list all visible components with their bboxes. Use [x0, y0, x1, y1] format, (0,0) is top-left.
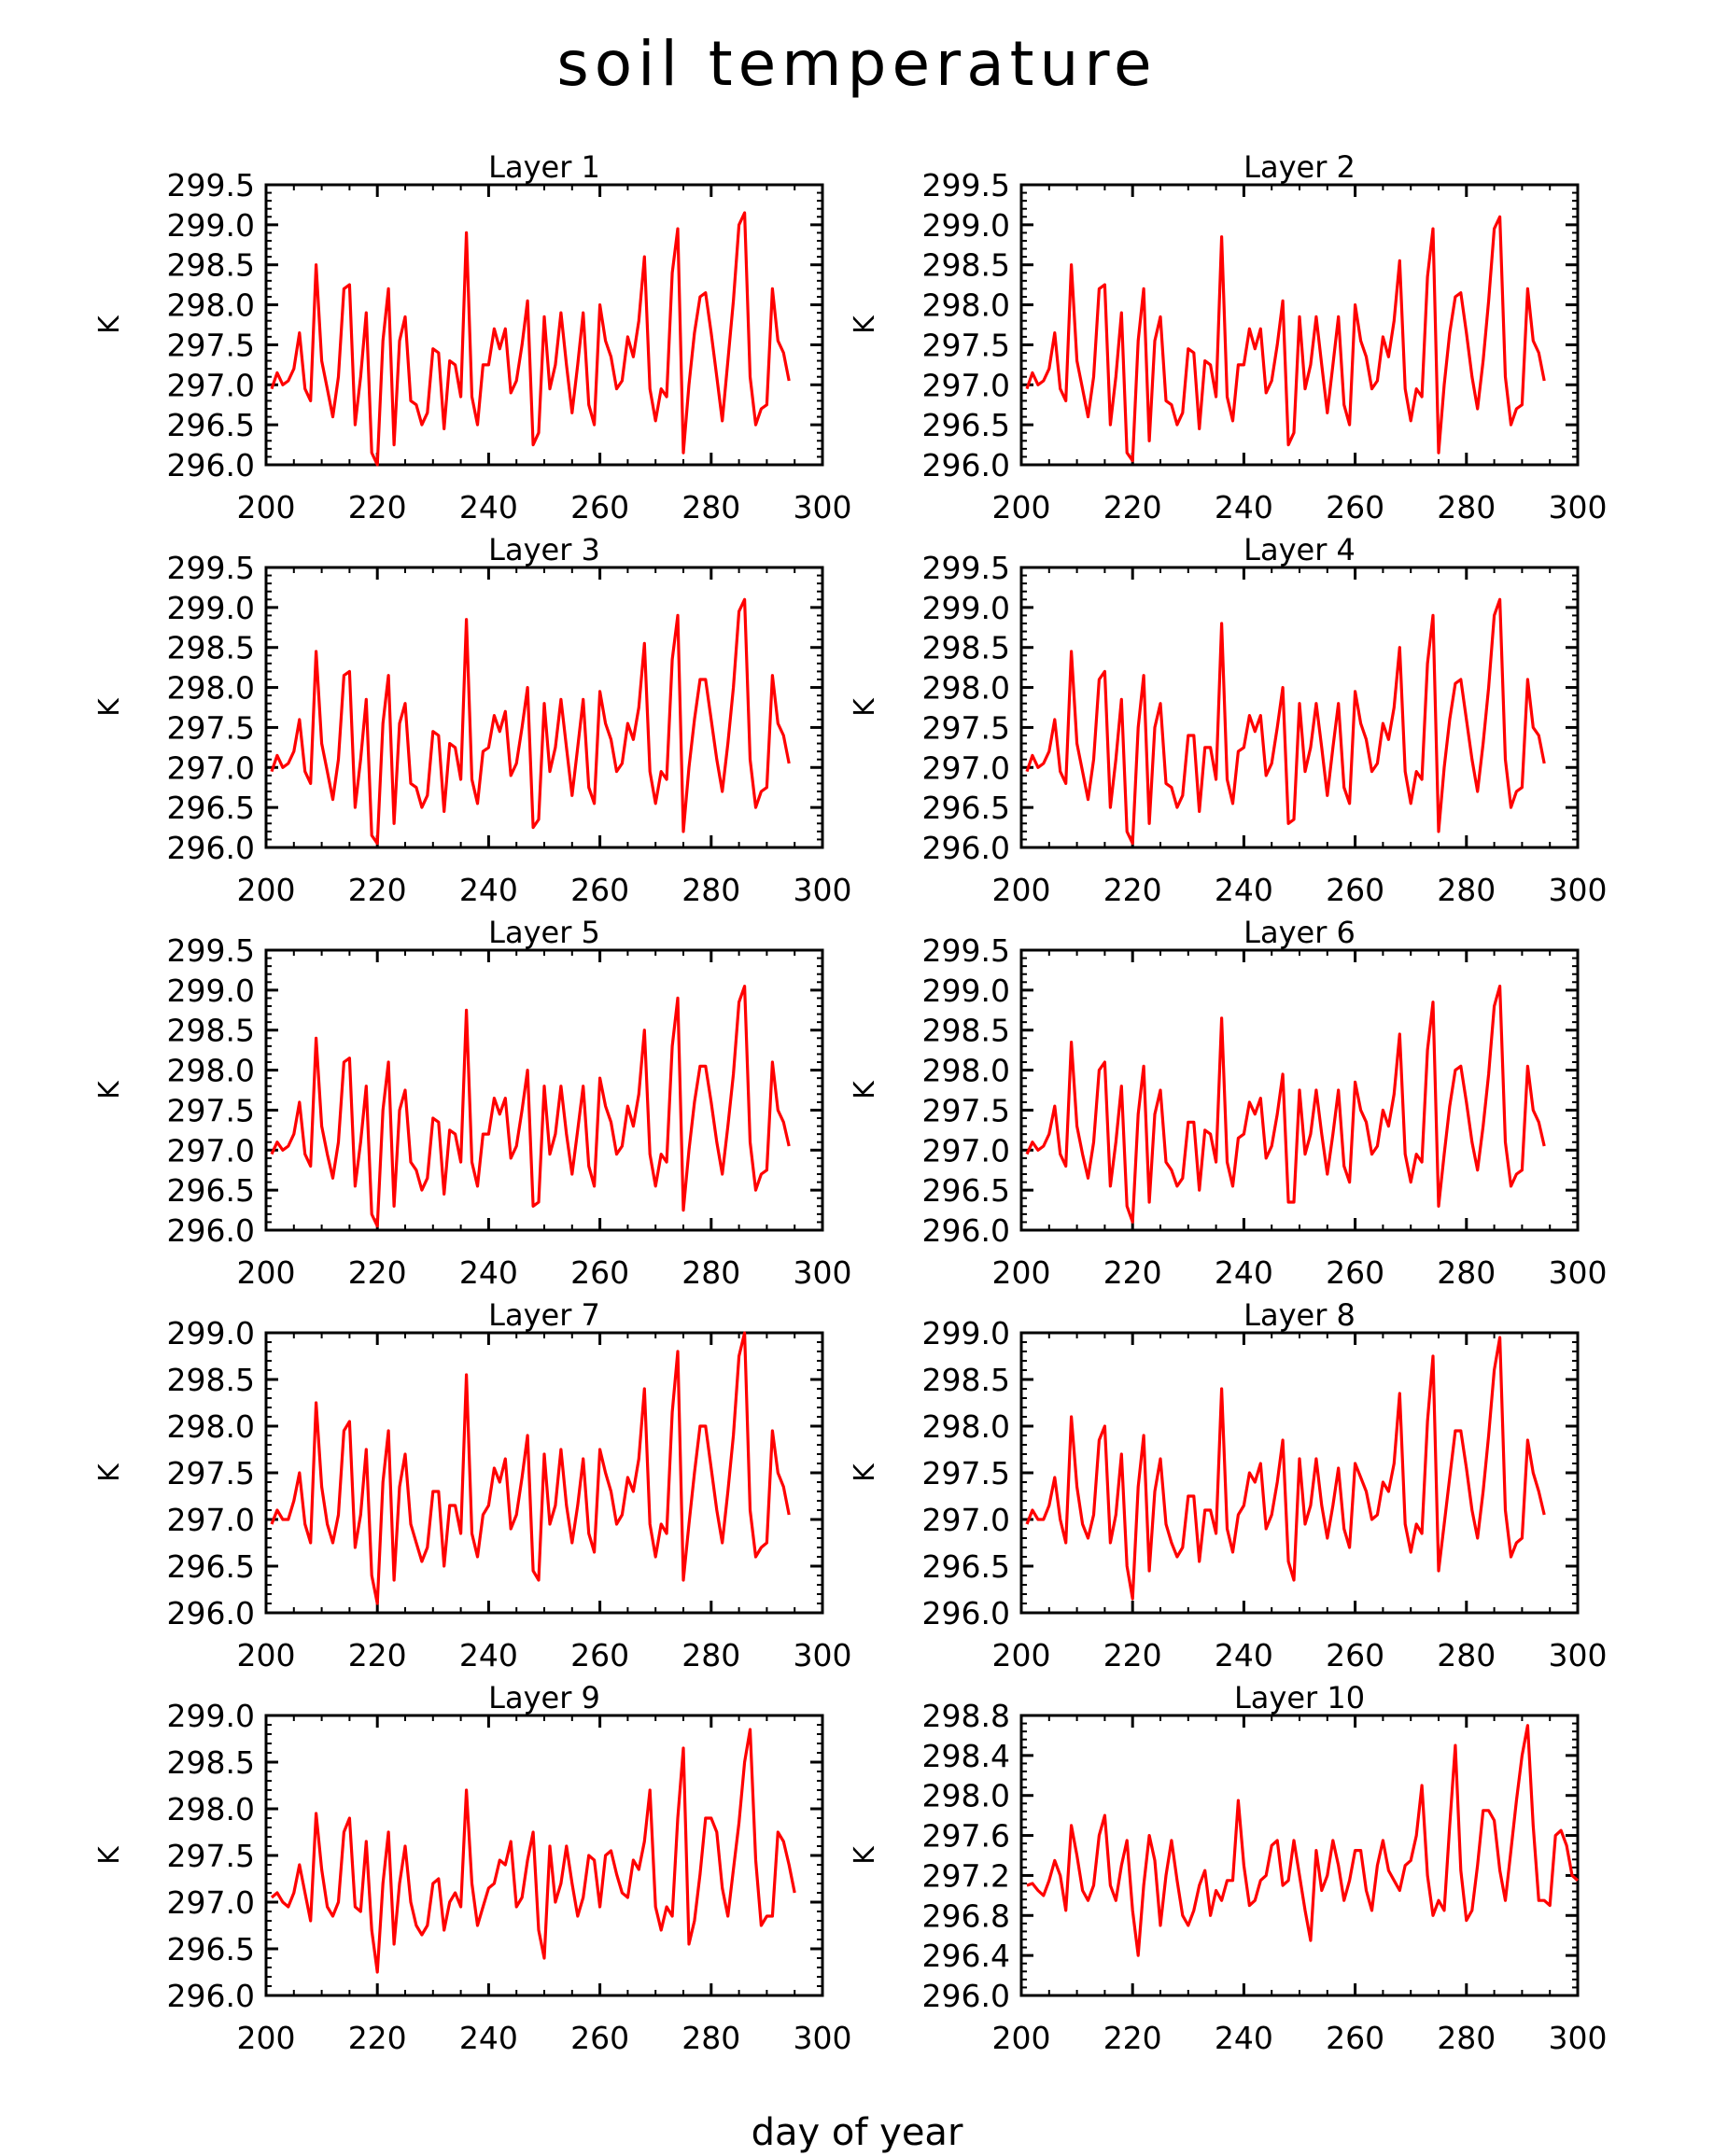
y-tick-label: 296.0: [166, 830, 255, 866]
x-tick-label: 260: [1326, 489, 1385, 525]
subplot-7: [93, 1297, 852, 1673]
x-tick-label: 240: [458, 1637, 518, 1673]
y-tick-label: 297.2: [921, 1857, 1010, 1895]
y-tick-label: 297.0: [166, 1132, 255, 1169]
x-tick-label: 240: [1214, 872, 1273, 908]
x-tick-label: 200: [991, 2020, 1051, 2056]
plot-frame: [1021, 1715, 1578, 1995]
y-tick-label: 298.0: [166, 669, 255, 707]
y-axis-label: K: [849, 1081, 881, 1099]
subplot-9: [93, 1680, 852, 2056]
y-tick-label: 296.5: [921, 407, 1010, 444]
y-tick-label: 297.5: [166, 327, 255, 364]
x-tick-label: 220: [347, 872, 407, 908]
y-tick-label: 299.5: [166, 550, 255, 586]
y-tick-label: 298.0: [921, 1408, 1010, 1445]
subplot-3: [93, 532, 852, 908]
subplot-title: Layer 8: [1243, 1297, 1356, 1333]
x-tick-label: 220: [1103, 1254, 1162, 1291]
series-line: [272, 213, 789, 465]
y-tick-label: 299.0: [166, 972, 255, 1009]
x-tick-label: 240: [458, 489, 518, 525]
y-tick-label: 299.5: [921, 167, 1010, 203]
y-axis-label: K: [93, 315, 126, 334]
y-tick-label: 298.0: [921, 287, 1010, 324]
y-axis-label: K: [93, 1081, 126, 1099]
x-tick-label: 200: [236, 2020, 296, 2056]
y-tick-label: 299.0: [166, 1315, 255, 1351]
x-tick-label: 280: [681, 489, 741, 525]
y-tick-label: 296.5: [166, 1931, 255, 1967]
y-tick-label: 296.0: [921, 1212, 1010, 1249]
x-tick-label: 300: [793, 872, 852, 908]
y-axis-label: K: [93, 1463, 126, 1482]
y-tick-label: 299.0: [921, 1315, 1010, 1351]
y-tick-label: 297.0: [921, 1132, 1010, 1169]
x-tick-label: 280: [1437, 2020, 1496, 2056]
x-tick-label: 280: [681, 1637, 741, 1673]
y-tick-label: 296.0: [166, 1978, 255, 2014]
subplot-4: [849, 532, 1608, 908]
y-tick-label: 298.0: [921, 1777, 1010, 1814]
x-tick-label: 280: [1437, 872, 1496, 908]
series-line: [1027, 1337, 1544, 1599]
y-tick-label: 298.5: [166, 1744, 255, 1781]
y-tick-label: 297.0: [166, 1502, 255, 1538]
x-tick-label: 280: [1437, 1637, 1496, 1673]
y-tick-label: 298.4: [921, 1737, 1010, 1774]
subplot-title: Layer 6: [1243, 915, 1356, 950]
subplot-title: Layer 10: [1233, 1680, 1366, 1715]
y-tick-label: 299.0: [921, 589, 1010, 626]
x-tick-label: 260: [1326, 1637, 1385, 1673]
y-tick-label: 296.5: [166, 1548, 255, 1585]
series-line: [1027, 1726, 1578, 1955]
y-tick-label: 297.0: [166, 1884, 255, 1921]
x-tick-label: 240: [1214, 1254, 1273, 1291]
x-tick-label: 200: [236, 1637, 296, 1673]
x-tick-label: 280: [681, 872, 741, 908]
x-tick-label: 200: [236, 1254, 296, 1291]
y-tick-label: 297.5: [921, 1092, 1010, 1129]
x-tick-label: 260: [1326, 872, 1385, 908]
y-tick-label: 297.5: [921, 709, 1010, 747]
y-tick-label: 297.5: [921, 327, 1010, 364]
x-tick-label: 300: [1548, 872, 1608, 908]
y-tick-label: 298.0: [166, 1408, 255, 1445]
x-tick-label: 220: [347, 2020, 407, 2056]
series-line: [272, 1333, 789, 1603]
x-tick-label: 260: [570, 2020, 630, 2056]
y-axis-label: K: [93, 1846, 126, 1865]
y-tick-label: 299.0: [166, 206, 255, 244]
x-tick-label: 200: [236, 489, 296, 525]
y-tick-label: 297.6: [921, 1817, 1010, 1855]
y-tick-label: 299.5: [921, 550, 1010, 586]
subplot-title: Layer 3: [488, 532, 600, 567]
y-tick-label: 296.4: [921, 1938, 1010, 1975]
y-tick-label: 298.5: [921, 629, 1010, 666]
y-tick-label: 299.0: [166, 589, 255, 626]
x-axis-footer-label: day of year: [751, 2111, 963, 2154]
subplot-title: Layer 1: [488, 149, 600, 185]
x-tick-label: 220: [347, 489, 407, 525]
y-tick-label: 299.5: [166, 167, 255, 203]
x-tick-label: 260: [570, 1254, 630, 1291]
x-tick-label: 300: [793, 489, 852, 525]
y-tick-label: 298.5: [166, 1012, 255, 1049]
y-tick-label: 297.5: [166, 1455, 255, 1491]
y-tick-label: 299.0: [166, 1698, 255, 1734]
y-tick-label: 298.5: [921, 1362, 1010, 1398]
x-tick-label: 200: [991, 1254, 1051, 1291]
y-tick-label: 298.5: [166, 629, 255, 666]
subplot-6: [849, 915, 1608, 1291]
y-tick-label: 296.0: [921, 830, 1010, 866]
subplot-title: Layer 7: [488, 1297, 600, 1333]
x-tick-label: 300: [1548, 1254, 1608, 1291]
y-axis-label: K: [849, 698, 881, 717]
x-tick-label: 300: [1548, 2020, 1608, 2056]
y-tick-label: 298.5: [166, 1362, 255, 1398]
y-tick-label: 296.0: [166, 1595, 255, 1631]
y-tick-label: 297.5: [921, 1455, 1010, 1491]
x-tick-label: 240: [458, 2020, 518, 2056]
y-tick-label: 296.5: [921, 790, 1010, 827]
x-tick-label: 220: [1103, 489, 1162, 525]
x-tick-label: 300: [793, 1254, 852, 1291]
y-tick-label: 296.5: [921, 1548, 1010, 1585]
y-tick-label: 299.0: [921, 206, 1010, 244]
y-tick-label: 298.0: [166, 1791, 255, 1827]
x-tick-label: 220: [1103, 872, 1162, 908]
y-tick-label: 296.0: [166, 447, 255, 483]
x-tick-label: 300: [793, 1637, 852, 1673]
x-tick-label: 300: [1548, 489, 1608, 525]
x-tick-label: 200: [236, 872, 296, 908]
x-tick-label: 260: [1326, 1254, 1385, 1291]
y-tick-label: 297.0: [166, 749, 255, 787]
y-tick-label: 299.5: [921, 932, 1010, 969]
y-tick-label: 296.0: [166, 1212, 255, 1249]
y-tick-label: 298.5: [921, 246, 1010, 284]
y-axis-label: K: [849, 1846, 881, 1865]
y-tick-label: 296.0: [921, 447, 1010, 483]
y-tick-label: 299.0: [921, 972, 1010, 1009]
subplot-2: [849, 149, 1608, 525]
x-tick-label: 260: [570, 489, 630, 525]
subplot-title: Layer 5: [488, 915, 600, 950]
y-tick-label: 298.5: [921, 1012, 1010, 1049]
y-tick-label: 296.5: [921, 1172, 1010, 1210]
y-axis-label: K: [849, 315, 881, 334]
x-tick-label: 200: [991, 872, 1051, 908]
series-line: [272, 987, 789, 1226]
subplot-title: Layer 2: [1243, 149, 1356, 185]
subplot-5: [93, 915, 852, 1291]
series-line: [272, 599, 789, 843]
y-axis-label: K: [93, 698, 126, 717]
y-tick-label: 296.0: [921, 1595, 1010, 1631]
y-tick-label: 297.0: [166, 367, 255, 404]
x-tick-label: 200: [991, 1637, 1051, 1673]
x-tick-label: 240: [1214, 2020, 1273, 2056]
series-line: [1027, 217, 1544, 460]
y-tick-label: 298.8: [921, 1698, 1010, 1734]
chart-main-title: soil temperature: [556, 28, 1158, 100]
y-tick-label: 298.0: [166, 287, 255, 324]
series-line: [272, 1729, 794, 1972]
x-tick-label: 280: [681, 1254, 741, 1291]
subplot-title: Layer 9: [488, 1680, 600, 1715]
y-tick-label: 296.5: [166, 407, 255, 444]
y-tick-label: 298.5: [166, 246, 255, 284]
x-tick-label: 280: [1437, 1254, 1496, 1291]
series-line: [1027, 599, 1544, 843]
x-tick-label: 240: [458, 1254, 518, 1291]
y-tick-label: 296.5: [166, 790, 255, 827]
y-tick-label: 296.0: [921, 1978, 1010, 2014]
x-tick-label: 220: [347, 1637, 407, 1673]
y-tick-label: 297.5: [166, 709, 255, 747]
y-tick-label: 296.5: [166, 1172, 255, 1210]
x-tick-label: 280: [1437, 489, 1496, 525]
x-tick-label: 220: [347, 1254, 407, 1291]
y-tick-label: 298.0: [921, 669, 1010, 707]
x-tick-label: 240: [1214, 489, 1273, 525]
y-tick-label: 299.5: [166, 932, 255, 969]
y-tick-label: 297.5: [166, 1838, 255, 1874]
y-tick-label: 297.0: [921, 749, 1010, 787]
x-tick-label: 260: [570, 872, 630, 908]
x-tick-label: 260: [1326, 2020, 1385, 2056]
y-tick-label: 297.0: [921, 1502, 1010, 1538]
series-line: [1027, 987, 1544, 1223]
subplot-8: [849, 1297, 1608, 1673]
x-tick-label: 240: [1214, 1637, 1273, 1673]
x-tick-label: 260: [570, 1637, 630, 1673]
subplot-1: [93, 149, 852, 525]
x-tick-label: 300: [793, 2020, 852, 2056]
x-tick-label: 240: [458, 872, 518, 908]
subplot-title: Layer 4: [1243, 532, 1356, 567]
x-tick-label: 300: [1548, 1637, 1608, 1673]
y-tick-label: 297.5: [166, 1092, 255, 1129]
x-tick-label: 220: [1103, 1637, 1162, 1673]
x-tick-label: 280: [681, 2020, 741, 2056]
subplot-10: [849, 1680, 1608, 2056]
y-tick-label: 297.0: [921, 367, 1010, 404]
x-tick-label: 220: [1103, 2020, 1162, 2056]
x-tick-label: 200: [991, 489, 1051, 525]
y-tick-label: 298.0: [166, 1052, 255, 1089]
y-axis-label: K: [849, 1463, 881, 1482]
y-tick-label: 296.8: [921, 1897, 1010, 1935]
y-tick-label: 298.0: [921, 1052, 1010, 1089]
